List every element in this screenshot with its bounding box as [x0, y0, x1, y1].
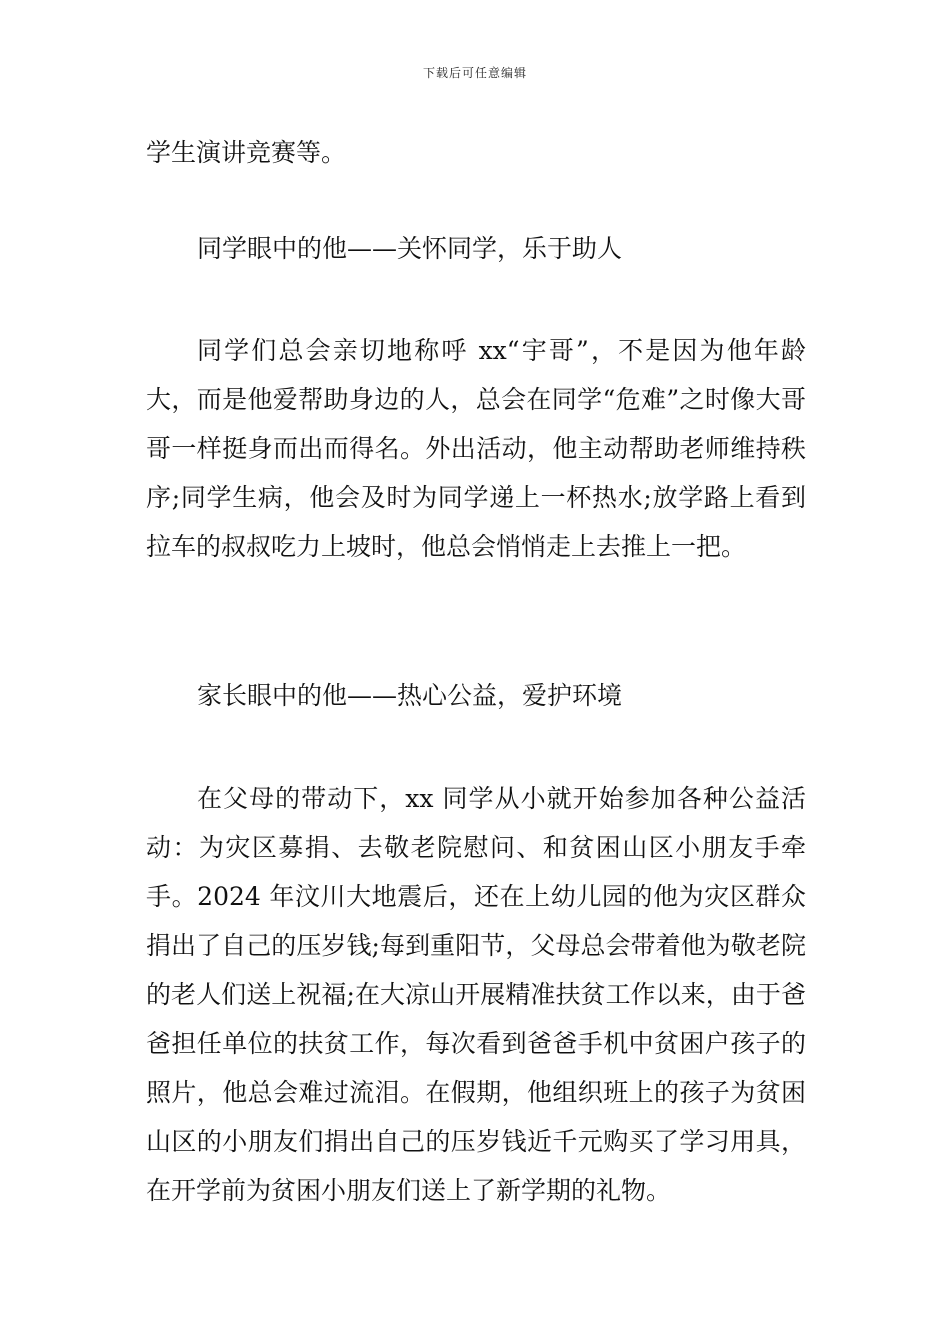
paragraph-parents: 在父母的带动下，xx 同学从小就开始参加各种公益活动：为灾区募捐、去敬老院慰问、和贫困山区小朋友手牵手。2024 年汶川大地震后，还在上幼儿园的他为灾区群众捐出了自己的压岁钱;每到重阳节，父母总会带着他为敬老院的老人们送上祝福;在大凉山开展精准扶贫工作以来，由于爸爸担任单位的扶贫工作，每次看到爸爸手机中贫困户孩子的照片，他总会难过流泪。在假期，他组织班上的孩子为贫困山区的小朋友们捐出自己的压岁钱近千元购买了学习用具，在开学前为贫困小朋友们送上了新学期的礼物。 — [146, 784, 806, 1205]
continued-text: 学生演讲竞赛等。 — [146, 138, 347, 167]
paragraph-classmates: 同学们总会亲切地称呼 xx“宇哥”，不是因为他年龄大，而是他爱帮助身边的人，总会在同学“危难”之时像大哥哥一样挺身而出而得名。外出活动，他主动帮助老师维持秩序;同学生病，他会及时为同学递上一杯热水;放学路上看到拉车的叔叔吃力上坡时，他总会悄悄走上去推上一把。 — [146, 336, 806, 561]
section-heading-classmates: 同学眼中的他——关怀同学，乐于助人 — [197, 234, 623, 263]
section-heading-parents: 家长眼中的他——热心公益，爱护环境 — [197, 681, 623, 710]
page-header: 下载后可任意编辑 — [422, 66, 527, 80]
